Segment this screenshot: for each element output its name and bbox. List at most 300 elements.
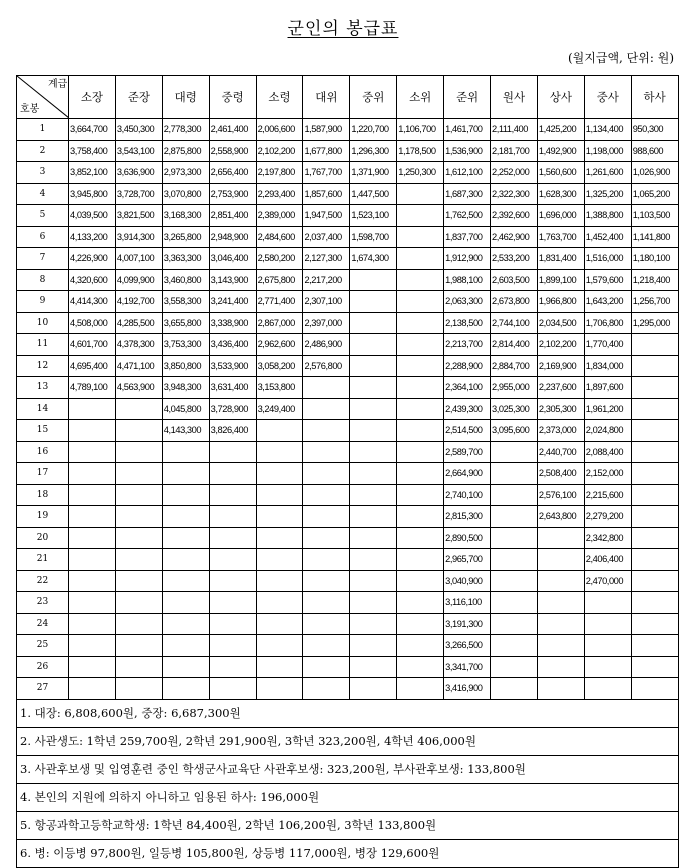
salary-cell: 1,388,800 [584,205,631,227]
note-text: 2. 사관생도: 1학년 259,700원, 2학년 291,900원, 3학년 323,200원, 4학년 406,000원 [17,727,679,755]
step-cell: 11 [17,334,69,356]
salary-cell: 4,143,300 [162,420,209,442]
salary-cell: 2,462,900 [491,226,538,248]
salary-cell: 2,397,000 [303,312,350,334]
salary-cell: 4,378,300 [115,334,162,356]
step-cell: 13 [17,377,69,399]
salary-cell: 2,364,100 [444,377,491,399]
salary-cell: 2,740,100 [444,484,491,506]
table-row [17,269,679,291]
header-rank-9: 원사 [491,76,538,119]
salary-cell [256,613,303,635]
salary-cell [397,183,444,205]
salary-cell [584,592,631,614]
salary-cell [209,549,256,571]
salary-cell: 4,192,700 [115,291,162,313]
salary-cell: 1,180,100 [631,248,678,270]
salary-cell: 2,307,100 [303,291,350,313]
salary-cell: 1,912,900 [444,248,491,270]
salary-cell: 2,973,300 [162,162,209,184]
salary-cell [350,613,397,635]
salary-cell: 2,643,800 [537,506,584,528]
salary-cell [256,463,303,485]
salary-cell [162,549,209,571]
salary-cell [491,463,538,485]
salary-cell [397,312,444,334]
salary-cell: 1,296,300 [350,140,397,162]
salary-cell [397,441,444,463]
salary-cell [350,355,397,377]
salary-cell: 3,363,300 [162,248,209,270]
salary-cell [631,592,678,614]
salary-cell: 1,178,500 [397,140,444,162]
salary-cell [631,463,678,485]
salary-cell [397,527,444,549]
salary-cell: 1,837,700 [444,226,491,248]
table-row [17,656,679,678]
table-row [17,355,679,377]
salary-cell [162,463,209,485]
salary-cell: 2,508,400 [537,463,584,485]
salary-cell [397,205,444,227]
salary-cell: 2,024,800 [584,420,631,442]
salary-cell [631,635,678,657]
salary-cell: 1,560,600 [537,162,584,184]
salary-cell: 2,603,500 [491,269,538,291]
salary-cell: 1,250,300 [397,162,444,184]
salary-cell [631,678,678,700]
step-cell: 26 [17,656,69,678]
salary-cell [397,398,444,420]
salary-cell [491,570,538,592]
salary-cell [256,420,303,442]
salary-cell: 988,600 [631,140,678,162]
salary-cell: 3,046,400 [209,248,256,270]
salary-cell: 2,169,900 [537,355,584,377]
salary-cell [209,463,256,485]
table-row [17,484,679,506]
note-text: 6. 병: 이등병 97,800원, 일등병 105,800원, 상등병 117,000원, 병장 129,600원 [17,839,679,867]
step-cell: 10 [17,312,69,334]
salary-cell [491,592,538,614]
salary-cell: 2,589,700 [444,441,491,463]
header-rank-4: 소령 [256,76,303,119]
salary-cell [303,398,350,420]
salary-cell [69,592,116,614]
salary-cell [350,678,397,700]
salary-cell [537,656,584,678]
salary-cell [69,441,116,463]
salary-cell [69,527,116,549]
salary-cell: 2,217,200 [303,269,350,291]
salary-cell [209,592,256,614]
step-cell: 18 [17,484,69,506]
salary-cell: 1,947,500 [303,205,350,227]
salary-cell [303,463,350,485]
header-rank-1: 준장 [115,76,162,119]
salary-cell: 3,753,300 [162,334,209,356]
salary-cell [115,570,162,592]
salary-cell [303,678,350,700]
salary-cell: 1,643,200 [584,291,631,313]
header-rank-10: 상사 [537,76,584,119]
salary-cell: 3,058,200 [256,355,303,377]
salary-cell: 3,948,300 [162,377,209,399]
table-row [17,312,679,334]
salary-cell: 2,389,000 [256,205,303,227]
salary-cell [162,592,209,614]
salary-cell: 1,767,700 [303,162,350,184]
note-row [17,783,679,811]
table-row [17,678,679,700]
table-row [17,248,679,270]
step-cell: 27 [17,678,69,700]
salary-cell [584,656,631,678]
salary-cell: 4,601,700 [69,334,116,356]
salary-cell: 3,265,800 [162,226,209,248]
header-rank-3: 중령 [209,76,256,119]
salary-cell: 3,826,400 [209,420,256,442]
salary-cell: 4,045,800 [162,398,209,420]
salary-cell: 2,558,900 [209,140,256,162]
salary-cell [303,549,350,571]
salary-cell [631,355,678,377]
header-rank-11: 중사 [584,76,631,119]
salary-cell: 3,025,300 [491,398,538,420]
salary-cell [162,527,209,549]
salary-cell [209,613,256,635]
salary-cell [162,635,209,657]
salary-cell: 2,102,200 [256,140,303,162]
salary-cell: 3,533,900 [209,355,256,377]
salary-cell: 1,857,600 [303,183,350,205]
salary-cell: 2,867,000 [256,312,303,334]
salary-cell [537,570,584,592]
salary-cell: 4,226,900 [69,248,116,270]
salary-cell [397,549,444,571]
salary-cell: 1,295,000 [631,312,678,334]
salary-cell: 1,687,300 [444,183,491,205]
step-cell: 7 [17,248,69,270]
salary-cell: 1,612,100 [444,162,491,184]
table-row [17,377,679,399]
salary-cell [537,592,584,614]
salary-cell: 2,373,000 [537,420,584,442]
salary-cell: 2,484,600 [256,226,303,248]
salary-cell [631,441,678,463]
salary-cell: 2,293,400 [256,183,303,205]
step-cell: 19 [17,506,69,528]
salary-cell [397,377,444,399]
salary-cell: 2,111,400 [491,119,538,141]
salary-cell [631,398,678,420]
salary-cell [69,678,116,700]
salary-cell [115,656,162,678]
salary-cell: 1,587,900 [303,119,350,141]
salary-cell [209,441,256,463]
salary-cell: 4,039,500 [69,205,116,227]
salary-cell: 3,945,800 [69,183,116,205]
salary-cell [397,635,444,657]
salary-cell [209,570,256,592]
salary-cell: 1,447,500 [350,183,397,205]
salary-cell [397,269,444,291]
header-rank-2: 대령 [162,76,209,119]
salary-cell: 2,576,100 [537,484,584,506]
header-rank-8: 준위 [444,76,491,119]
salary-cell: 1,425,200 [537,119,584,141]
step-cell: 15 [17,420,69,442]
table-row [17,291,679,313]
salary-cell: 2,138,500 [444,312,491,334]
salary-cell [69,484,116,506]
salary-cell [631,377,678,399]
salary-cell: 3,436,400 [209,334,256,356]
salary-cell: 1,961,200 [584,398,631,420]
table-row [17,613,679,635]
salary-cell [537,527,584,549]
salary-cell [209,635,256,657]
salary-cell [162,656,209,678]
salary-cell [69,420,116,442]
salary-cell [115,635,162,657]
table-row [17,441,679,463]
step-cell: 6 [17,226,69,248]
salary-cell: 1,218,400 [631,269,678,291]
salary-cell [303,506,350,528]
salary-cell [69,570,116,592]
salary-cell: 3,852,100 [69,162,116,184]
salary-cell [397,226,444,248]
salary-cell: 3,758,400 [69,140,116,162]
salary-cell [69,549,116,571]
salary-cell: 2,486,900 [303,334,350,356]
salary-cell [256,656,303,678]
salary-cell: 1,261,600 [584,162,631,184]
salary-cell [115,549,162,571]
salary-cell [69,398,116,420]
salary-cell [491,484,538,506]
corner-cell [17,76,69,119]
salary-cell [397,592,444,614]
salary-cell: 3,664,700 [69,119,116,141]
salary-cell: 1,831,400 [537,248,584,270]
salary-cell: 2,127,300 [303,248,350,270]
salary-cell: 2,753,900 [209,183,256,205]
table-row [17,420,679,442]
salary-cell [209,527,256,549]
salary-cell: 2,279,200 [584,506,631,528]
salary-cell: 3,558,300 [162,291,209,313]
salary-cell: 1,134,400 [584,119,631,141]
salary-cell [631,484,678,506]
salary-cell [256,506,303,528]
note-text: 3. 사관후보생 및 입영훈련 중인 학생군사교육단 사관후보생: 323,200원, 부사관후보생: 133,800원 [17,755,679,783]
salary-cell: 3,655,800 [162,312,209,334]
salary-cell [397,678,444,700]
salary-cell: 3,450,300 [115,119,162,141]
salary-cell [350,635,397,657]
salary-cell: 1,523,100 [350,205,397,227]
salary-cell: 4,099,900 [115,269,162,291]
salary-cell: 2,656,400 [209,162,256,184]
salary-cell [397,570,444,592]
table-row [17,506,679,528]
step-cell: 20 [17,527,69,549]
salary-cell: 4,789,100 [69,377,116,399]
salary-cell: 3,914,300 [115,226,162,248]
salary-cell [350,656,397,678]
salary-cell: 1,762,500 [444,205,491,227]
salary-cell [584,635,631,657]
salary-cell: 2,815,300 [444,506,491,528]
salary-cell: 1,677,800 [303,140,350,162]
salary-cell [115,463,162,485]
salary-cell: 2,322,300 [491,183,538,205]
salary-cell [631,549,678,571]
table-row [17,140,679,162]
salary-cell [256,484,303,506]
salary-cell [69,506,116,528]
table-row [17,592,679,614]
salary-cell [303,420,350,442]
salary-cell [115,592,162,614]
table-body [17,119,679,700]
note-text: 5. 항공과학고등학교학생: 1학년 84,400원, 2학년 106,200원, 3학년 133,800원 [17,811,679,839]
note-text: 1. 대장: 6,808,600원, 중장: 6,687,300원 [17,699,679,727]
salary-cell: 3,543,100 [115,140,162,162]
salary-cell: 2,580,200 [256,248,303,270]
salary-cell: 1,026,900 [631,162,678,184]
step-cell: 22 [17,570,69,592]
salary-cell: 2,778,300 [162,119,209,141]
salary-cell: 3,338,900 [209,312,256,334]
salary-cell [115,678,162,700]
table-row [17,205,679,227]
salary-cell: 2,675,800 [256,269,303,291]
salary-cell [303,635,350,657]
salary-cell: 2,063,300 [444,291,491,313]
table-row [17,162,679,184]
salary-cell [491,441,538,463]
salary-cell: 1,103,500 [631,205,678,227]
salary-cell [631,613,678,635]
step-cell: 25 [17,635,69,657]
table-row [17,527,679,549]
salary-cell: 2,088,400 [584,441,631,463]
unit-note: (월지급액, 단위: 원) [568,51,674,65]
salary-cell [303,592,350,614]
salary-cell [350,592,397,614]
step-cell: 5 [17,205,69,227]
note-row [17,727,679,755]
salary-cell: 1,628,300 [537,183,584,205]
header-rank-12: 하사 [631,76,678,119]
salary-cell [350,269,397,291]
step-cell: 21 [17,549,69,571]
salary-cell [350,549,397,571]
salary-cell [162,506,209,528]
salary-cell: 3,116,100 [444,592,491,614]
salary-cell [303,570,350,592]
salary-cell [162,484,209,506]
salary-cell [162,570,209,592]
salary-cell: 3,191,300 [444,613,491,635]
salary-cell [350,312,397,334]
note-row [17,755,679,783]
salary-cell [115,506,162,528]
salary-cell [631,334,678,356]
salary-cell [256,549,303,571]
salary-cell: 1,598,700 [350,226,397,248]
note-row [17,839,679,867]
table-row [17,570,679,592]
salary-cell [115,613,162,635]
salary-cell: 2,006,600 [256,119,303,141]
salary-cell: 1,706,800 [584,312,631,334]
salary-cell: 1,897,600 [584,377,631,399]
salary-cell: 2,673,800 [491,291,538,313]
salary-cell: 2,213,700 [444,334,491,356]
salary-cell: 3,850,800 [162,355,209,377]
table-row [17,334,679,356]
salary-cell [209,678,256,700]
salary-cell [69,613,116,635]
salary-cell [631,527,678,549]
header-row [17,76,679,119]
salary-cell: 3,341,700 [444,656,491,678]
salary-cell: 1,899,100 [537,269,584,291]
salary-cell: 1,674,300 [350,248,397,270]
salary-cell: 2,664,900 [444,463,491,485]
salary-cell [537,635,584,657]
salary-cell [631,506,678,528]
step-cell: 17 [17,463,69,485]
salary-cell: 2,884,700 [491,355,538,377]
salary-cell: 2,197,800 [256,162,303,184]
salary-cell [303,484,350,506]
salary-cell [256,527,303,549]
salary-cell: 2,305,300 [537,398,584,420]
salary-cell: 1,452,400 [584,226,631,248]
note-row [17,811,679,839]
salary-cell: 3,460,800 [162,269,209,291]
salary-cell: 2,181,700 [491,140,538,162]
salary-cell: 4,133,200 [69,226,116,248]
salary-cell [256,592,303,614]
salary-cell: 2,948,900 [209,226,256,248]
salary-cell [209,484,256,506]
table-row [17,549,679,571]
salary-cell [115,398,162,420]
table-row [17,183,679,205]
salary-cell: 1,371,900 [350,162,397,184]
salary-cell: 1,696,000 [537,205,584,227]
salary-cell [162,441,209,463]
salary-cell [397,506,444,528]
salary-cell: 1,198,000 [584,140,631,162]
salary-cell [209,656,256,678]
salary-cell: 2,342,800 [584,527,631,549]
salary-cell [350,570,397,592]
note-text: 4. 본인의 지원에 의하지 아니하고 임용된 하사: 196,000원 [17,783,679,811]
salary-cell: 1,988,100 [444,269,491,291]
salary-cell [397,463,444,485]
salary-cell [397,355,444,377]
salary-cell: 2,288,900 [444,355,491,377]
salary-cell [491,613,538,635]
salary-cell [350,420,397,442]
